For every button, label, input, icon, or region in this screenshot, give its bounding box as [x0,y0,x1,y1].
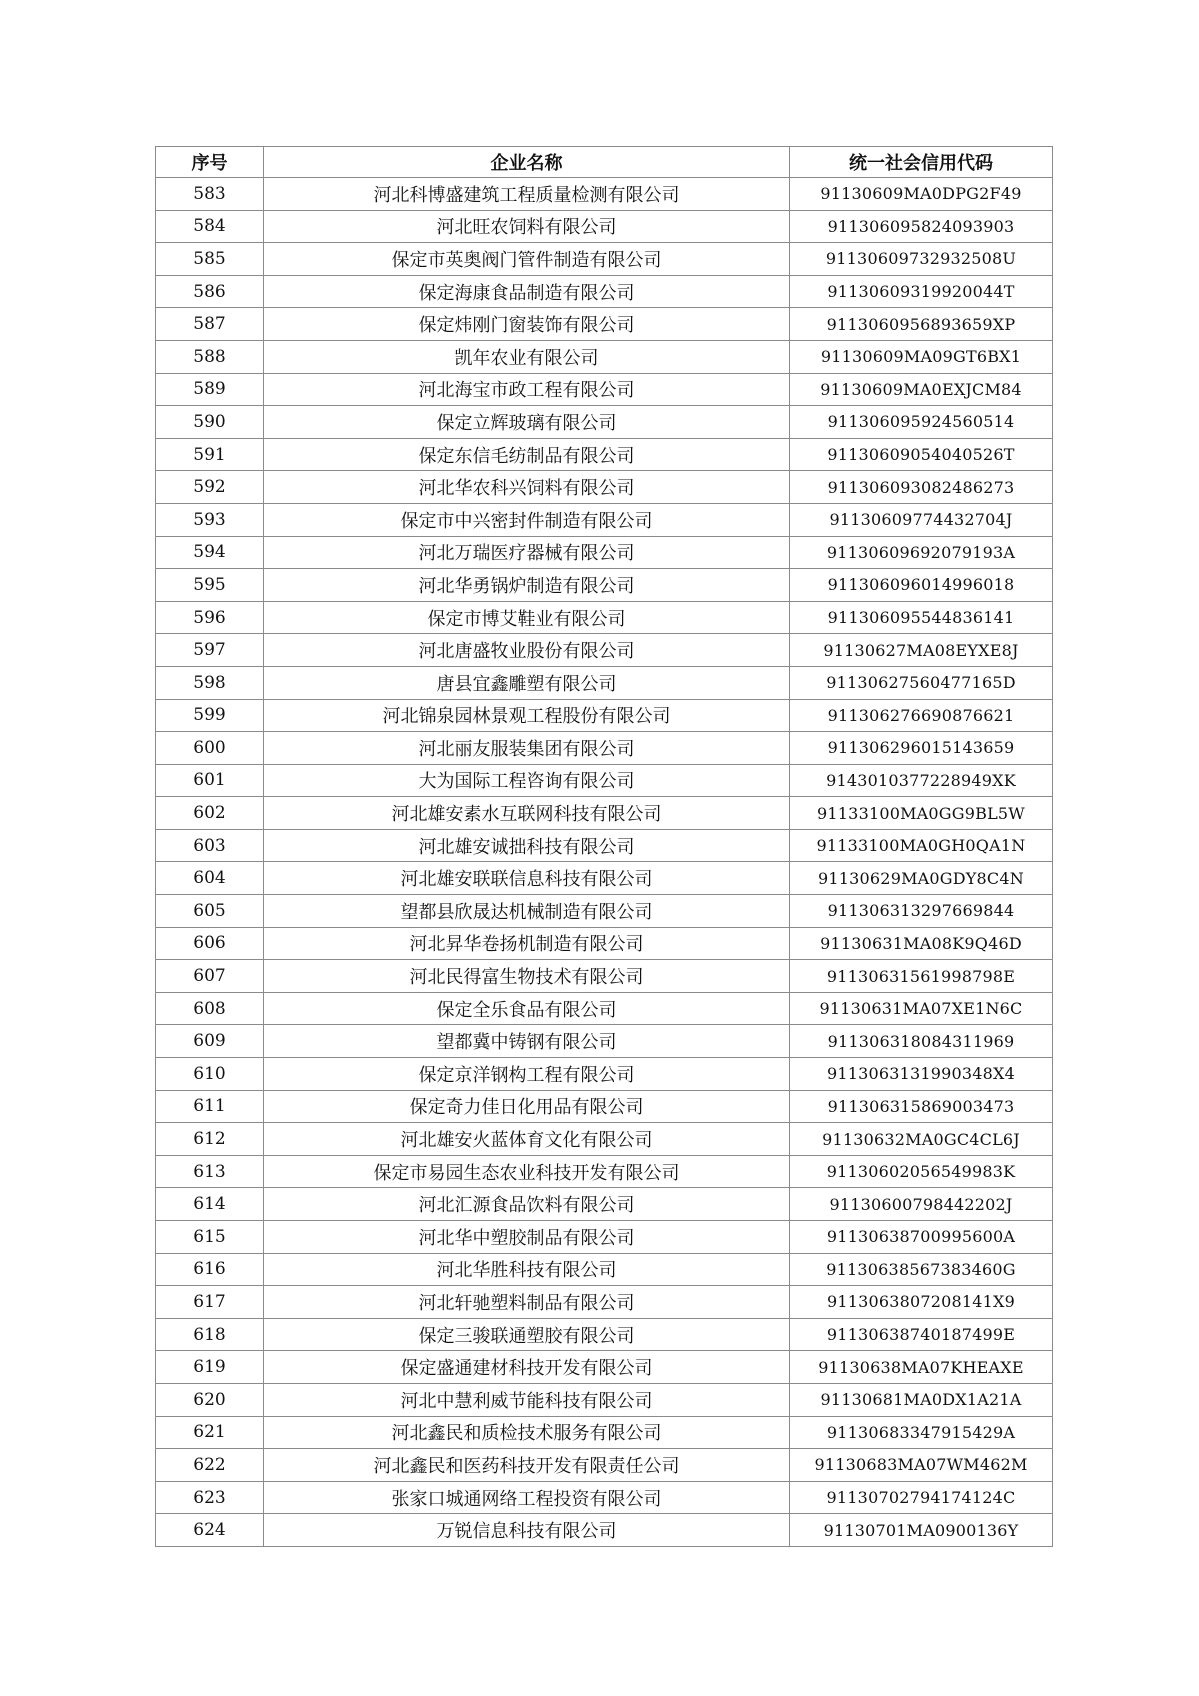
table-row [156,1155,1053,1188]
cell-credit-code: 91130609MA09GT6BX1 [790,340,1053,373]
cell-company-name: 万锐信息科技有限公司 [264,1514,790,1547]
cell-serial-number: 616 [156,1253,264,1286]
cell-company-name: 保定市易园生态农业科技开发有限公司 [264,1155,790,1188]
cell-credit-code: 91130701MA0900136Y [790,1514,1053,1547]
cell-company-name: 凯年农业有限公司 [264,340,790,373]
cell-credit-code: 91130627560477165D [790,666,1053,699]
cell-credit-code: 911306095544836141 [790,601,1053,634]
cell-serial-number: 609 [156,1025,264,1058]
table-row [156,471,1053,504]
cell-serial-number: 617 [156,1286,264,1319]
cell-credit-code: 91130629MA0GDY8C4N [790,862,1053,895]
cell-serial-number: 596 [156,601,264,634]
cell-serial-number: 607 [156,960,264,993]
cell-serial-number: 591 [156,438,264,471]
table-row [156,1058,1053,1091]
cell-serial-number: 618 [156,1318,264,1351]
cell-company-name: 河北雄安诚拙科技有限公司 [264,829,790,862]
cell-credit-code: 9143010377228949XK [790,764,1053,797]
cell-serial-number: 613 [156,1155,264,1188]
cell-credit-code: 91130609MA0EXJCM84 [790,373,1053,406]
cell-credit-code: 91130702794174124C [790,1481,1053,1514]
table-row [156,895,1053,928]
cell-credit-code: 91130638MA07KHEAXE [790,1351,1053,1384]
table-row [156,1221,1053,1254]
table-row [156,1090,1053,1123]
table-row [156,569,1053,602]
header-serial-number: 序号 [156,147,264,178]
table-row [156,536,1053,569]
cell-company-name: 河北鑫民和质检技术服务有限公司 [264,1416,790,1449]
cell-credit-code: 91130631MA07XE1N6C [790,992,1053,1025]
cell-serial-number: 597 [156,634,264,667]
cell-company-name: 张家口城通网络工程投资有限公司 [264,1481,790,1514]
cell-serial-number: 584 [156,210,264,243]
cell-company-name: 河北昇华卷扬机制造有限公司 [264,927,790,960]
cell-credit-code: 9113063131990348X4 [790,1058,1053,1091]
cell-serial-number: 593 [156,503,264,536]
table-row [156,1025,1053,1058]
cell-company-name: 河北华中塑胶制品有限公司 [264,1221,790,1254]
cell-serial-number: 623 [156,1481,264,1514]
cell-credit-code: 91130632MA0GC4CL6J [790,1123,1053,1156]
cell-serial-number: 606 [156,927,264,960]
table-row [156,1318,1053,1351]
table-row [156,699,1053,732]
cell-company-name: 河北鑫民和医药科技开发有限责任公司 [264,1449,790,1482]
cell-company-name: 河北民得富生物技术有限公司 [264,960,790,993]
cell-serial-number: 598 [156,666,264,699]
cell-credit-code: 91130683347915429A [790,1416,1053,1449]
cell-company-name: 望都冀中铸钢有限公司 [264,1025,790,1058]
cell-serial-number: 612 [156,1123,264,1156]
table-row [156,829,1053,862]
table-row [156,340,1053,373]
cell-serial-number: 604 [156,862,264,895]
cell-company-name: 河北雄安联联信息科技有限公司 [264,862,790,895]
table-row [156,992,1053,1025]
table-row [156,634,1053,667]
cell-credit-code: 911306276690876621 [790,699,1053,732]
cell-company-name: 保定奇力佳日化用品有限公司 [264,1090,790,1123]
cell-company-name: 河北科博盛建筑工程质量检测有限公司 [264,178,790,211]
table-row [156,243,1053,276]
cell-company-name: 保定市中兴密封件制造有限公司 [264,503,790,536]
cell-company-name: 大为国际工程咨询有限公司 [264,764,790,797]
cell-serial-number: 622 [156,1449,264,1482]
cell-company-name: 河北万瑞医疗器械有限公司 [264,536,790,569]
cell-serial-number: 605 [156,895,264,928]
cell-serial-number: 600 [156,732,264,765]
cell-serial-number: 614 [156,1188,264,1221]
cell-credit-code: 91130683MA07WM462M [790,1449,1053,1482]
cell-company-name: 河北海宝市政工程有限公司 [264,373,790,406]
cell-credit-code: 91133100MA0GG9BL5W [790,797,1053,830]
cell-serial-number: 615 [156,1221,264,1254]
table-row [156,1449,1053,1482]
table-row [156,1123,1053,1156]
table-row [156,178,1053,211]
table-row [156,960,1053,993]
table-row [156,666,1053,699]
table-row [156,406,1053,439]
cell-credit-code: 911306093082486273 [790,471,1053,504]
cell-credit-code: 91130609319920044T [790,275,1053,308]
table-row [156,275,1053,308]
cell-credit-code: 91130631561998798E [790,960,1053,993]
cell-credit-code: 911306095924560514 [790,406,1053,439]
cell-company-name: 河北旺农饲料有限公司 [264,210,790,243]
cell-serial-number: 601 [156,764,264,797]
cell-company-name: 保定盛通建材科技开发有限公司 [264,1351,790,1384]
company-list-table [155,146,1053,1547]
cell-credit-code: 911306296015143659 [790,732,1053,765]
cell-company-name: 保定海康食品制造有限公司 [264,275,790,308]
table-row [156,1383,1053,1416]
cell-company-name: 唐县宜鑫雕塑有限公司 [264,666,790,699]
cell-credit-code: 91130600798442202J [790,1188,1053,1221]
cell-credit-code: 911306315869003473 [790,1090,1053,1123]
cell-serial-number: 619 [156,1351,264,1384]
cell-company-name: 河北雄安素水互联网科技有限公司 [264,797,790,830]
cell-company-name: 河北中慧利威节能科技有限公司 [264,1383,790,1416]
cell-serial-number: 610 [156,1058,264,1091]
cell-company-name: 保定炜刚门窗装饰有限公司 [264,308,790,341]
table-row [156,210,1053,243]
cell-company-name: 保定京洋钢构工程有限公司 [264,1058,790,1091]
cell-credit-code: 91130631MA08K9Q46D [790,927,1053,960]
cell-serial-number: 592 [156,471,264,504]
cell-serial-number: 588 [156,340,264,373]
table-body [156,178,1053,1547]
cell-company-name: 河北轩驰塑料制品有限公司 [264,1286,790,1319]
table-row [156,1188,1053,1221]
cell-credit-code: 91130638700995600A [790,1221,1053,1254]
cell-company-name: 保定市英奥阀门管件制造有限公司 [264,243,790,276]
cell-serial-number: 599 [156,699,264,732]
cell-serial-number: 603 [156,829,264,862]
cell-credit-code: 91130602056549983K [790,1155,1053,1188]
table-row [156,764,1053,797]
cell-company-name: 河北华农科兴饲料有限公司 [264,471,790,504]
table-row [156,308,1053,341]
cell-credit-code: 91130609732932508U [790,243,1053,276]
table-row [156,797,1053,830]
cell-credit-code: 91130609774432704J [790,503,1053,536]
table-row [156,503,1053,536]
cell-credit-code: 91130609MA0DPG2F49 [790,178,1053,211]
cell-company-name: 河北雄安火蓝体育文化有限公司 [264,1123,790,1156]
cell-serial-number: 587 [156,308,264,341]
table-row [156,373,1053,406]
cell-credit-code: 911306095824093903 [790,210,1053,243]
cell-serial-number: 589 [156,373,264,406]
cell-credit-code: 9113060956893659XP [790,308,1053,341]
cell-serial-number: 624 [156,1514,264,1547]
cell-serial-number: 583 [156,178,264,211]
table-row [156,1481,1053,1514]
cell-company-name: 保定立辉玻璃有限公司 [264,406,790,439]
cell-credit-code: 91130627MA08EYXE8J [790,634,1053,667]
table-row [156,862,1053,895]
cell-serial-number: 620 [156,1383,264,1416]
cell-credit-code: 91133100MA0GH0QA1N [790,829,1053,862]
table-row [156,732,1053,765]
cell-credit-code: 911306313297669844 [790,895,1053,928]
table-row [156,1351,1053,1384]
cell-credit-code: 91130638567383460G [790,1253,1053,1286]
table-row [156,1286,1053,1319]
cell-serial-number: 602 [156,797,264,830]
cell-company-name: 保定市博艾鞋业有限公司 [264,601,790,634]
table-row [156,1416,1053,1449]
cell-credit-code: 91130609054040526T [790,438,1053,471]
cell-serial-number: 595 [156,569,264,602]
cell-company-name: 河北华胜科技有限公司 [264,1253,790,1286]
table-row [156,601,1053,634]
cell-company-name: 河北锦泉园林景观工程股份有限公司 [264,699,790,732]
cell-company-name: 望都县欣晟达机械制造有限公司 [264,895,790,928]
cell-serial-number: 611 [156,1090,264,1123]
cell-credit-code: 911306096014996018 [790,569,1053,602]
cell-company-name: 保定三骏联通塑胶有限公司 [264,1318,790,1351]
cell-credit-code: 91130609692079193A [790,536,1053,569]
header-credit-code: 统一社会信用代码 [790,147,1053,178]
table-row [156,1514,1053,1547]
cell-credit-code: 91130638740187499E [790,1318,1053,1351]
cell-serial-number: 586 [156,275,264,308]
cell-serial-number: 590 [156,406,264,439]
cell-company-name: 河北汇源食品饮料有限公司 [264,1188,790,1221]
cell-company-name: 河北唐盛牧业股份有限公司 [264,634,790,667]
cell-serial-number: 608 [156,992,264,1025]
cell-credit-code: 9113063807208141X9 [790,1286,1053,1319]
cell-serial-number: 585 [156,243,264,276]
cell-serial-number: 621 [156,1416,264,1449]
cell-company-name: 保定东信毛纺制品有限公司 [264,438,790,471]
cell-company-name: 保定全乐食品有限公司 [264,992,790,1025]
table-row [156,927,1053,960]
table-row [156,1253,1053,1286]
cell-company-name: 河北丽友服装集团有限公司 [264,732,790,765]
cell-serial-number: 594 [156,536,264,569]
table-row [156,438,1053,471]
cell-credit-code: 911306318084311969 [790,1025,1053,1058]
header-company-name: 企业名称 [264,147,790,178]
cell-company-name: 河北华勇锅炉制造有限公司 [264,569,790,602]
cell-credit-code: 91130681MA0DX1A21A [790,1383,1053,1416]
table-header-row [156,147,1053,178]
